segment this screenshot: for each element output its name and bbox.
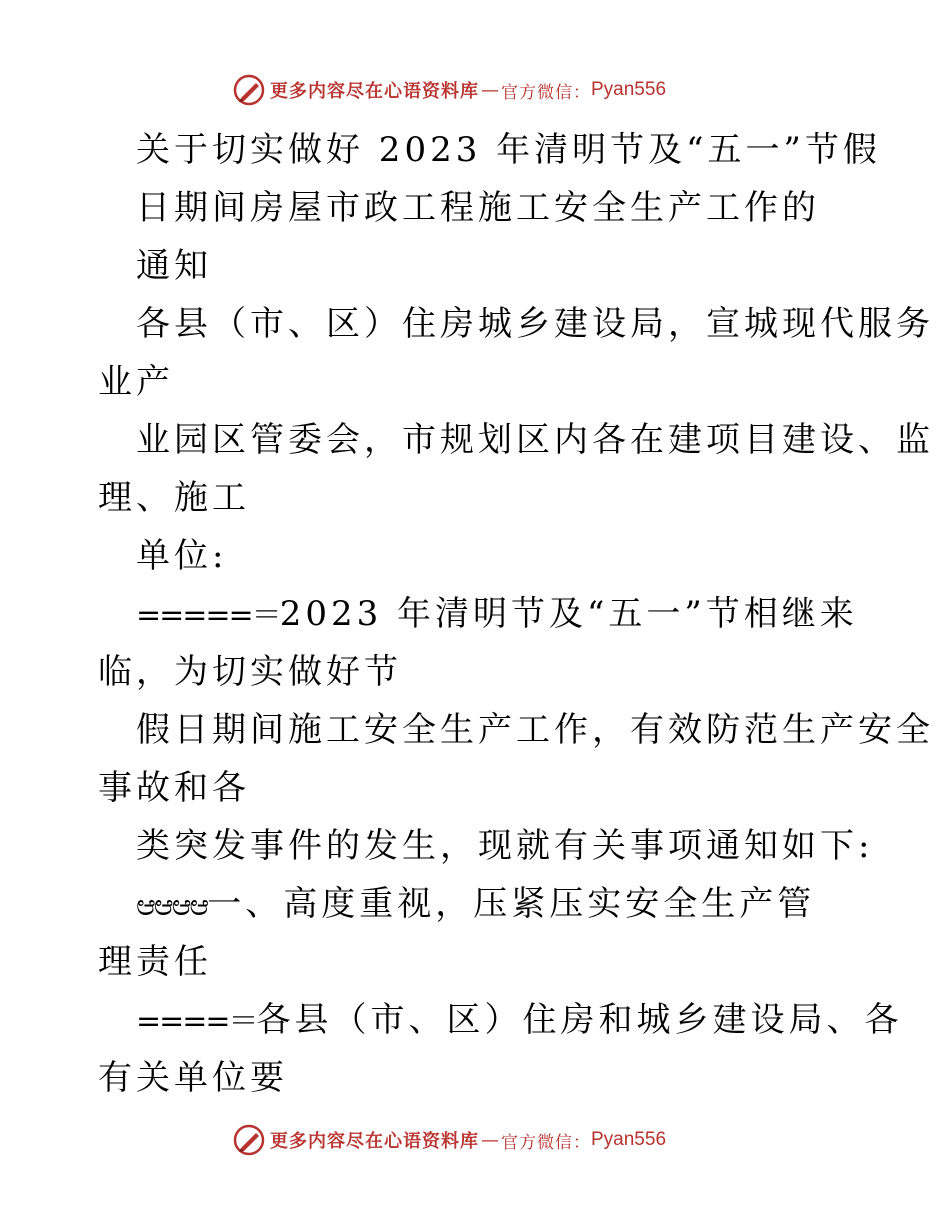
pen-logo-icon: [232, 73, 266, 107]
watermark-brand: [232, 70, 666, 110]
footer-wechat-label: 官方微信：: [501, 1132, 591, 1153]
dash-ornament-2: ====＝: [136, 1004, 257, 1039]
swirl-ornament: ಆಆಆಆ: [136, 888, 208, 923]
header-watermark: [0, 70, 950, 110]
footer-dash: —: [481, 1129, 499, 1151]
doc-line-4: 各县（市、区）住房城乡建设局，宣城现代服务: [136, 304, 934, 344]
doc-line-14-text: 一、高度重视，压紧压实安全生产管: [207, 884, 816, 924]
doc-line-5: 业产: [98, 362, 174, 402]
doc-line-16: [136, 998, 903, 1044]
footer-wechat-handle: Pyan556: [591, 1129, 667, 1150]
footer-watermark: [0, 1120, 950, 1160]
doc-line-9: [136, 592, 858, 638]
doc-title-line-2: 日期间房屋市政工程施工安全生产工作的: [136, 188, 820, 228]
doc-line-17: 有关单位要: [98, 1058, 288, 1098]
doc-title-line-1: 关于切实做好 2023 年清明节及“五一”节假: [136, 130, 881, 170]
doc-line-15: 理责任: [98, 942, 212, 982]
doc-line-13: 类突发事件的发生，现就有关事项通知如下:: [136, 826, 874, 866]
watermark-dash: —: [481, 79, 499, 101]
doc-line-14: [136, 882, 815, 928]
watermark-site-text: 更多内容尽在心语资料库: [270, 81, 479, 102]
dash-ornament: =====＝: [136, 598, 280, 633]
pen-logo-icon: [232, 1123, 266, 1157]
doc-line-6: 业园区管委会，市规划区内各在建项目建设、监: [136, 420, 934, 460]
doc-line-9-text: 2023 年清明节及“五一”节相继来: [279, 594, 858, 634]
doc-line-11: 假日期间施工安全生产工作，有效防范生产安全: [136, 710, 934, 750]
doc-title-line-3: 通知: [136, 246, 212, 286]
footer-site-text: 更多内容尽在心语资料库: [270, 1131, 479, 1152]
footer-watermark-brand: [232, 1120, 666, 1160]
doc-line-16-text: 各县（市、区）住房和城乡建设局、各: [256, 1000, 903, 1040]
watermark-wechat-handle: Pyan556: [591, 79, 667, 100]
doc-line-8: 单位:: [136, 536, 228, 576]
doc-line-12: 事故和各: [98, 768, 250, 808]
doc-line-10: 临，为切实做好节: [98, 652, 402, 692]
doc-line-7: 理、施工: [98, 478, 250, 518]
watermark-wechat-label: 官方微信：: [501, 82, 591, 103]
